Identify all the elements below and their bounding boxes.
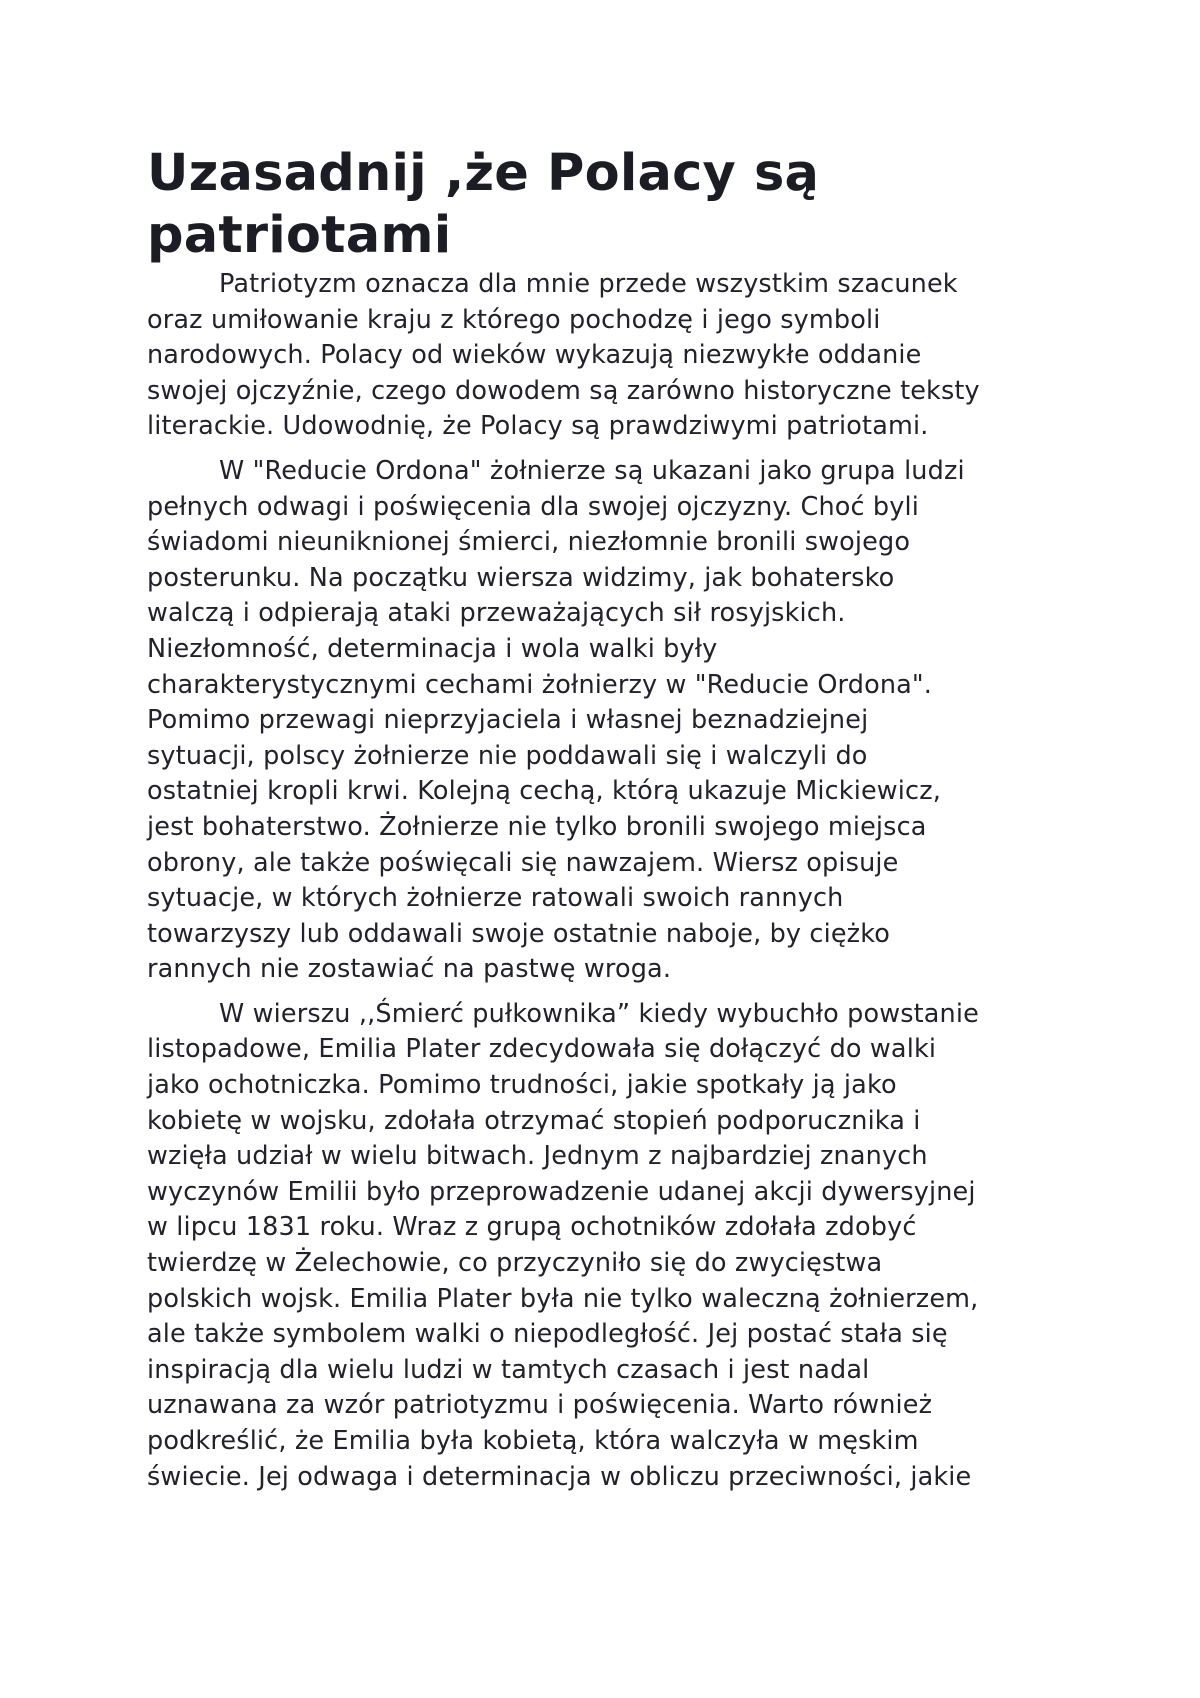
text-line: oraz umiłowanie kraju z którego pochodzę i jego symboli xyxy=(147,304,881,335)
text-line: wyczynów Emilii było przeprowadzenie udanej akcji dywersyjnej xyxy=(147,1176,976,1207)
paragraph-intro xyxy=(147,267,1077,445)
text-line: listopadowe, Emilia Plater zdecydowała się dołączyć do walki xyxy=(147,1034,937,1065)
document-title xyxy=(147,143,1077,267)
text-line: walczą i odpierają ataki przeważających sił rosyjskich. xyxy=(147,598,846,629)
text-line: jako ochotniczka. Pomimo trudności, jakie spotkały ją jako xyxy=(147,1070,897,1101)
text-line: w lipcu 1831 roku. Wraz z grupą ochotników zdołała zdobyć xyxy=(147,1212,917,1243)
text-line: podkreślić, że Emilia była kobietą, która walczyła w męskim xyxy=(147,1426,919,1456)
text-line: literackie. Udowodnię, że Polacy są prawdziwymi patriotami. xyxy=(147,411,929,442)
paragraph-reduta-ordona xyxy=(147,454,1077,988)
title-line: patriotami xyxy=(147,206,452,265)
text-line: pełnych odwagi i poświęcenia dla swojej ojczyzny. Choć byli xyxy=(147,491,919,522)
text-line: sytuacji, polscy żołnierze nie poddawali się i walczyli do xyxy=(147,740,868,771)
text-line: kobietę w wojsku, zdołała otrzymać stopień podporucznika i xyxy=(147,1105,921,1136)
text-line: swojej ojczyźnie, czego dowodem są zarówno historyczne teksty xyxy=(147,375,980,406)
paragraph-smierc-pulkownika xyxy=(147,997,1077,1495)
text-line: sytuacje, w których żołnierze ratowali swoich rannych xyxy=(147,883,844,914)
text-line: obrony, ale także poświęcali się nawzajem. Wiersz opisuje xyxy=(147,847,899,878)
text-line: świadomi nieuniknionej śmierci, niezłomnie bronili swojego xyxy=(147,527,911,558)
text-line: narodowych. Polacy od wieków wykazują niezwykłe oddanie xyxy=(147,340,922,371)
text-line: ale także symbolem walki o niepodległość. Jej postać stała się xyxy=(147,1319,948,1350)
text-line: polskich wojsk. Emilia Plater była nie tylko waleczną żołnierzem, xyxy=(147,1283,979,1314)
text-line: jest bohaterstwo. Żołnierze nie tylko bronili swojego miejsca xyxy=(147,811,927,842)
text-line: Patriotyzm oznacza dla mnie przede wszystkim szacunek xyxy=(219,269,958,299)
text-line: świecie. Jej odwaga i determinacja w obliczu przeciwności, jakie xyxy=(147,1461,972,1492)
text-line: rannych nie zostawiać na pastwę wroga. xyxy=(147,954,672,985)
text-line: charakterystycznymi cechami żołnierzy w "Reducie Ordona". xyxy=(147,669,933,700)
text-line: towarzyszy lub oddawali swoje ostatnie naboje, by ciężko xyxy=(147,918,890,949)
text-line: W wierszu ,,Śmierć pułkownika” kiedy wybuchło powstanie xyxy=(219,998,979,1029)
text-line: uznawana za wzór patriotyzmu i poświęcenia. Warto również xyxy=(147,1390,933,1421)
document-page xyxy=(147,143,1077,1504)
text-line: W "Reducie Ordona" żołnierze są ukazani jako grupa ludzi xyxy=(219,455,965,486)
text-line: twierdzę w Żelechowie, co przyczyniło się do zwycięstwa xyxy=(147,1248,883,1279)
text-line: wzięła udział w wielu bitwach. Jednym z najbardziej znanych xyxy=(147,1141,928,1172)
text-line: inspiracją dla wielu ludzi w tamtych czasach i jest nadal xyxy=(147,1354,870,1385)
text-line: Niezłomność, determinacja i wola walki były xyxy=(147,633,718,664)
text-line: Pomimo przewagi nieprzyjaciela i własnej beznadziejnej xyxy=(147,705,869,736)
title-line: Uzasadnij ,że Polacy są xyxy=(147,144,820,203)
text-line: ostatniej kropli krwi. Kolejną cechą, którą ukazuje Mickiewicz, xyxy=(147,776,941,807)
text-line: posterunku. Na początku wiersza widzimy, jak bohatersko xyxy=(147,562,895,593)
